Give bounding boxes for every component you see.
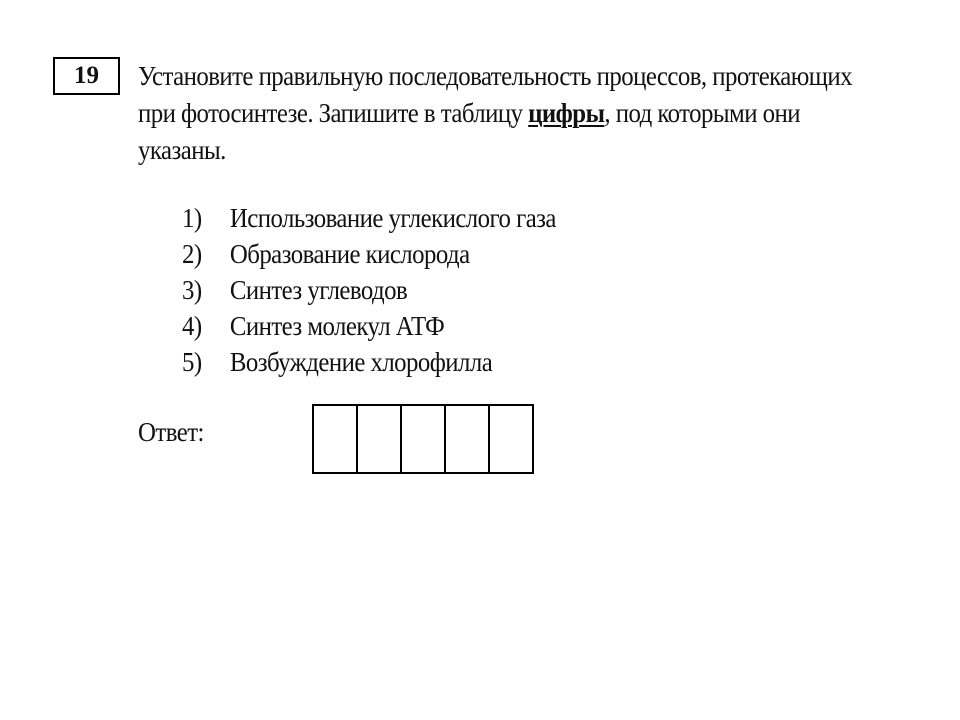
answer-grid: [312, 404, 534, 474]
option-text: Использование углекислого газа: [229, 203, 556, 233]
option-number: 3): [182, 275, 202, 305]
answer-cell-4[interactable]: [446, 406, 490, 472]
option-text: Синтез молекул АТФ: [229, 311, 445, 341]
option-number: 4): [182, 311, 202, 341]
prompt-line-2-start: при фотосинтезе. Запишите в таблицу: [138, 98, 529, 128]
list-item: [182, 200, 556, 236]
question-prompt: [138, 58, 865, 169]
list-item: [182, 272, 556, 308]
answer-label: Ответ:: [138, 417, 204, 447]
options-list: [182, 200, 556, 380]
prompt-line-2-end: , под которыми они: [604, 98, 800, 128]
prompt-line-3: указаны.: [138, 135, 226, 165]
answer-cell-2[interactable]: [358, 406, 402, 472]
answer-cell-1[interactable]: [314, 406, 358, 472]
list-item: [182, 344, 556, 380]
question-number-box: [53, 57, 120, 95]
option-number: 1): [182, 203, 202, 233]
question-number: 19: [74, 62, 99, 89]
option-number: 5): [182, 347, 202, 377]
option-text: Синтез углеводов: [229, 275, 408, 305]
option-number: 2): [182, 239, 202, 269]
option-text: Возбуждение хлорофилла: [229, 347, 493, 377]
list-item: [182, 308, 556, 344]
prompt-line-2: [138, 95, 865, 132]
prompt-line-1: Установите правильную последовательность процессов, протекающих: [138, 61, 852, 91]
option-text: Образование кислорода: [229, 239, 470, 269]
answer-cell-5[interactable]: [490, 406, 532, 472]
answer-cell-3[interactable]: [402, 406, 446, 472]
prompt-emphasis: цифры: [528, 98, 605, 128]
list-item: [182, 236, 556, 272]
